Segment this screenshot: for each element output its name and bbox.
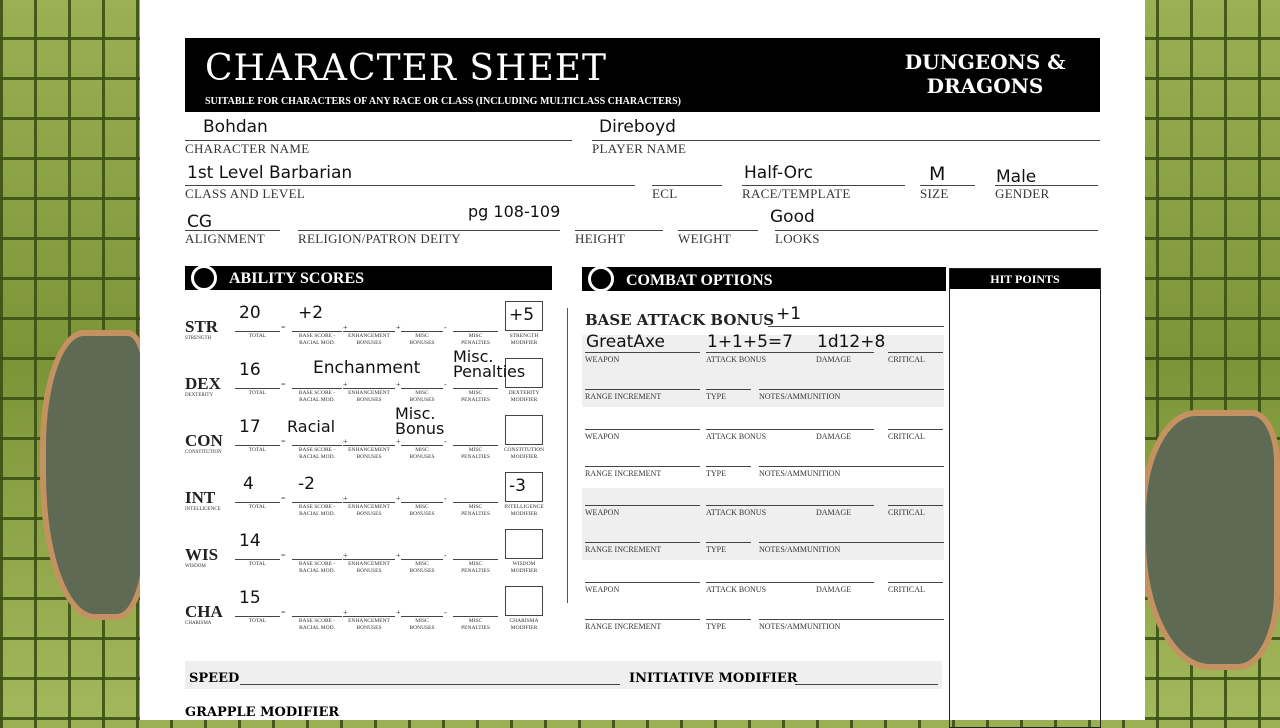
operator: + [396,380,401,389]
alignment-value[interactable]: CG [187,212,213,232]
initiative-label: INITIATIVE MODIFIER [629,671,798,686]
operator: - [444,437,447,446]
ability-total[interactable]: 4 [243,474,254,494]
character-sheet-page [140,0,1145,720]
weapon-damage-label: DAMAGE [816,355,852,364]
background-terrain-right [1140,410,1280,670]
weapon-field-line[interactable] [706,466,751,467]
ability-col-label: BASE SCORE - RACIAL MOD. [298,390,336,403]
ability-field-line[interactable] [235,502,280,503]
ability-base-racial[interactable]: +2 [298,303,324,323]
ability-field-line[interactable] [401,445,443,446]
note-enhancement: Enchanment [313,358,421,378]
ability-field-line[interactable] [292,559,342,560]
ability-col-label: MISC PENALTIES [461,561,490,574]
weapon-notes-label: NOTES/AMMUNITION [759,545,841,554]
deity-value[interactable]: pg 108-109 [468,202,561,221]
ability-modifier-label: CONSTITUTION MODIFIER [503,447,545,460]
operator: - [444,380,447,389]
ability-modifier[interactable]: +5 [509,305,535,325]
note-misc-penalties: Misc. Penalties [453,347,526,381]
ability-field-line[interactable] [453,445,498,446]
ability-modifier-label: WISDOM MODIFIER [510,561,538,574]
weapon-attack-label: ATTACK BONUS [706,508,767,517]
ability-col-label: ENHANCEMENT BONUSES [348,333,390,346]
ability-col-label: MISC BONUSES [409,390,435,403]
weapon-field-line[interactable] [585,505,700,506]
combat-options-header [582,267,946,291]
weapon-field-line[interactable] [816,582,874,583]
operator: - [444,323,447,332]
weapon-field-line[interactable] [816,352,874,353]
weapon-field-line[interactable] [585,466,700,467]
ability-field-line[interactable] [235,388,280,389]
player-name-value[interactable]: Direboyd [599,117,676,137]
weapon-weapon-label: WEAPON [585,431,620,441]
ecl-label: ECL [652,186,678,201]
weapon-critical-label: CRITICAL [888,431,925,441]
ability-field-line[interactable] [453,388,498,389]
race-label: RACE/TEMPLATE [742,186,851,201]
operator: = [281,323,286,332]
ability-field-line[interactable] [343,616,395,617]
weapon-weapon-value[interactable]: GreatAxe [586,332,665,352]
ability-col-label: ENHANCEMENT BONUSES [348,561,390,574]
operator: + [396,437,401,446]
ability-col-label: TOTAL [248,390,267,396]
operator: + [343,437,348,446]
deity-label: RELIGION/PATRON DEITY [298,231,461,246]
weapon-field-line[interactable] [759,619,944,620]
ability-total[interactable]: 16 [239,360,261,380]
operator: + [396,323,401,332]
ability-field-line[interactable] [343,388,395,389]
weapon-field-line[interactable] [585,429,700,430]
dragon-emblem-icon [191,265,217,291]
ability-field-line[interactable] [343,559,395,560]
weapon-field-line[interactable] [585,389,700,390]
ability-field-line[interactable] [343,445,395,446]
ability-name: CONSTITUTION [185,450,222,455]
ability-field-line[interactable] [401,331,443,332]
looks-label: LOOKS [775,231,820,246]
ability-col-label: MISC PENALTIES [461,333,490,346]
ability-field-line[interactable] [292,616,342,617]
operator: + [343,494,348,503]
weapon-range-label: RANGE INCREMENT [585,392,662,401]
weapon-field-line[interactable] [888,352,943,353]
ability-col-label: MISC PENALTIES [461,447,490,460]
ability-field-line[interactable] [343,331,395,332]
ability-field-line[interactable] [453,616,498,617]
ability-modifier-box[interactable] [505,529,543,559]
ability-field-line[interactable] [453,331,498,332]
ability-field-line[interactable] [401,559,443,560]
ability-total[interactable]: 14 [239,531,261,551]
gender-value[interactable]: Male [996,167,1037,187]
ability-col-label: MISC BONUSES [409,504,435,517]
ability-total[interactable]: 20 [239,303,261,323]
weapon-field-line[interactable] [585,352,700,353]
weight-label: WEIGHT [678,231,732,246]
looks-value[interactable]: Good [770,207,815,227]
column-divider [567,308,568,603]
note-racial: Racial [287,417,336,436]
ability-field-line[interactable] [235,559,280,560]
hit-points-title: HIT POINTS [950,269,1100,289]
ability-modifier[interactable]: -3 [509,476,526,496]
ability-modifier-label: STRENGTH MODIFIER [509,333,539,346]
ability-col-label: BASE SCORE - RACIAL MOD. [298,618,336,631]
ability-col-label: BASE SCORE - RACIAL MOD. [298,504,336,517]
weapon-field-line[interactable] [759,542,944,543]
ability-base-racial[interactable]: -2 [298,474,315,494]
weapon-type-label: TYPE [706,621,726,631]
ability-scores-title: ABILITY SCORES [229,270,365,287]
dragon-emblem-icon [588,266,614,292]
operator: + [343,380,348,389]
weapon-critical-label: CRITICAL [888,355,925,364]
ability-scores-header [185,266,552,290]
operator: - [444,551,447,560]
ability-modifier-label: INTELLIGENCE MODIFIER [504,504,544,517]
bab-value[interactable]: +1 [776,304,802,324]
character-name-label: CHARACTER NAME [185,141,310,156]
operator: = [281,608,286,617]
weapon-field-line[interactable] [888,582,943,583]
ability-field-line[interactable] [235,616,280,617]
ability-total[interactable]: 15 [239,588,261,608]
sheet-title: CHARACTER SHEET [205,48,608,89]
speed-label: SPEED [189,671,240,686]
operator: - [444,608,447,617]
ability-col-label: MISC PENALTIES [461,390,490,403]
ability-col-label: TOTAL [248,333,267,339]
ability-col-label: ENHANCEMENT BONUSES [348,447,390,460]
ability-modifier-label: DEXTERITY MODIFIER [508,390,540,403]
weapon-field-line[interactable] [585,542,700,543]
ability-name: CHARISMA [185,621,212,626]
ability-abbr-int: INT [185,488,216,507]
ability-name: DEXTERITY [185,393,214,398]
header-banner [185,38,1100,112]
weapon-type-label: TYPE [706,468,726,478]
ability-abbr-str: STR [185,317,219,336]
character-name-value[interactable]: Bohdan [203,117,268,137]
ability-col-label: BASE SCORE - RACIAL MOD. [298,447,336,460]
class-level-value[interactable]: 1st Level Barbarian [187,163,353,183]
ability-field-line[interactable] [453,502,498,503]
weapon-field-line[interactable] [706,582,816,583]
ability-name: WISDOM [185,564,206,569]
bab-label: BASE ATTACK BONUS [585,311,775,329]
ability-col-label: MISC BONUSES [409,447,435,460]
ability-field-line[interactable] [235,331,280,332]
weapon-weapon-label: WEAPON [585,355,620,364]
ability-field-line[interactable] [401,502,443,503]
ability-modifier-label: CHARISMA MODIFIER [509,618,539,631]
weapon-damage-label: DAMAGE [816,584,852,594]
combat-options-title: COMBAT OPTIONS [626,272,773,289]
operator: + [396,494,401,503]
ability-field-line[interactable] [401,388,443,389]
weapon-field-line[interactable] [706,505,816,506]
ability-field-line[interactable] [343,502,395,503]
ability-col-label: ENHANCEMENT BONUSES [348,618,390,631]
ability-col-label: MISC PENALTIES [461,618,490,631]
ability-col-label: ENHANCEMENT BONUSES [348,390,390,403]
weapon-field-line[interactable] [816,505,874,506]
weapon-field-line[interactable] [706,542,751,543]
weapon-field-line[interactable] [706,389,751,390]
weapon-damage-value[interactable]: 1d12+8 [817,332,886,352]
operator: + [343,551,348,560]
weapon-field-line[interactable] [706,352,816,353]
grapple-label: GRAPPLE MODIFIER [185,705,340,720]
weapon-type-label: TYPE [706,545,726,554]
operator: - [444,494,447,503]
weapon-weapon-label: WEAPON [585,508,620,517]
ability-col-label: MISC BONUSES [409,561,435,574]
weapon-type-label: TYPE [706,392,726,401]
ability-col-label: TOTAL [248,447,267,453]
hit-points-panel [949,268,1101,728]
ability-col-label: TOTAL [248,618,267,624]
ability-col-label: ENHANCEMENT BONUSES [348,504,390,517]
operator: = [281,380,286,389]
weapon-field-line[interactable] [706,619,751,620]
ability-field-line[interactable] [453,559,498,560]
weapon-field-line[interactable] [816,429,874,430]
weapon-field-line[interactable] [585,582,700,583]
weapon-critical-label: CRITICAL [888,584,925,594]
ability-abbr-wis: WIS [185,545,219,564]
operator: + [343,608,348,617]
weapon-range-label: RANGE INCREMENT [585,545,662,554]
ability-field-line[interactable] [292,445,342,446]
ability-abbr-cha: CHA [185,602,223,621]
ability-abbr-con: CON [185,431,223,450]
ability-field-line[interactable] [401,616,443,617]
ability-field-line[interactable] [235,445,280,446]
size-value[interactable]: M [929,163,946,185]
weapon-field-line[interactable] [585,619,700,620]
ability-modifier-box[interactable] [505,586,543,616]
ability-modifier-box[interactable] [505,415,543,445]
size-label: SIZE [920,186,949,201]
operator: + [396,608,401,617]
weapon-range-label: RANGE INCREMENT [585,468,662,478]
dnd-logo: DUNGEONS & DRAGONS [904,50,1066,98]
ability-col-label: BASE SCORE - RACIAL MOD. [298,561,336,574]
weapon-weapon-label: WEAPON [585,584,620,594]
background-terrain-left [40,330,150,620]
ability-abbr-dex: DEX [185,374,221,393]
weapon-field-line[interactable] [888,505,943,506]
ability-col-label: MISC BONUSES [409,333,435,346]
ability-col-label: TOTAL [248,504,267,510]
weapon-field-line[interactable] [706,429,816,430]
note-misc-bonus: Misc. Bonus [395,404,445,438]
operator: = [281,494,286,503]
ability-col-label: MISC BONUSES [409,618,435,631]
weapon-notes-label: NOTES/AMMUNITION [759,621,841,631]
ability-col-label: TOTAL [248,561,267,567]
operator: + [396,551,401,560]
weapon-attack-label: ATTACK BONUS [706,431,767,441]
ability-name: STRENGTH [185,336,212,341]
operator: = [281,551,286,560]
operator: + [343,323,348,332]
height-label: HEIGHT [575,231,626,246]
ability-total[interactable]: 17 [239,417,261,437]
class-level-label: CLASS AND LEVEL [185,186,306,201]
alignment-label: ALIGNMENT [185,231,265,246]
weapon-notes-label: NOTES/AMMUNITION [759,468,841,478]
weapon-damage-label: DAMAGE [816,431,852,441]
ability-col-label: MISC PENALTIES [461,504,490,517]
weapon-field-line[interactable] [888,429,943,430]
weapon-notes-label: NOTES/AMMUNITION [759,392,841,401]
gender-label: GENDER [995,186,1050,201]
ability-col-label: BASE SCORE - RACIAL MOD. [298,333,336,346]
race-value[interactable]: Half-Orc [744,163,813,183]
weapon-range-label: RANGE INCREMENT [585,621,662,631]
weapon-attack-label: ATTACK BONUS [706,355,767,364]
weapon-damage-label: DAMAGE [816,508,852,517]
sheet-subtitle: SUITABLE FOR CHARACTERS OF ANY RACE OR CLASS (INCLUDING MULTICLASS CHARACTERS) [205,96,682,107]
ability-field-line[interactable] [292,331,342,332]
weapon-critical-label: CRITICAL [888,508,925,517]
player-name-label: PLAYER NAME [592,141,687,156]
ability-name: INTELLIGENCE [185,507,221,512]
ability-field-line[interactable] [292,502,342,503]
ability-field-line[interactable] [292,388,342,389]
weapon-attack-value[interactable]: 1+1+5=7 [707,332,793,352]
weapon-field-line[interactable] [759,466,944,467]
weapon-field-line[interactable] [759,389,944,390]
weapon-attack-label: ATTACK BONUS [706,584,767,594]
operator: = [281,437,286,446]
